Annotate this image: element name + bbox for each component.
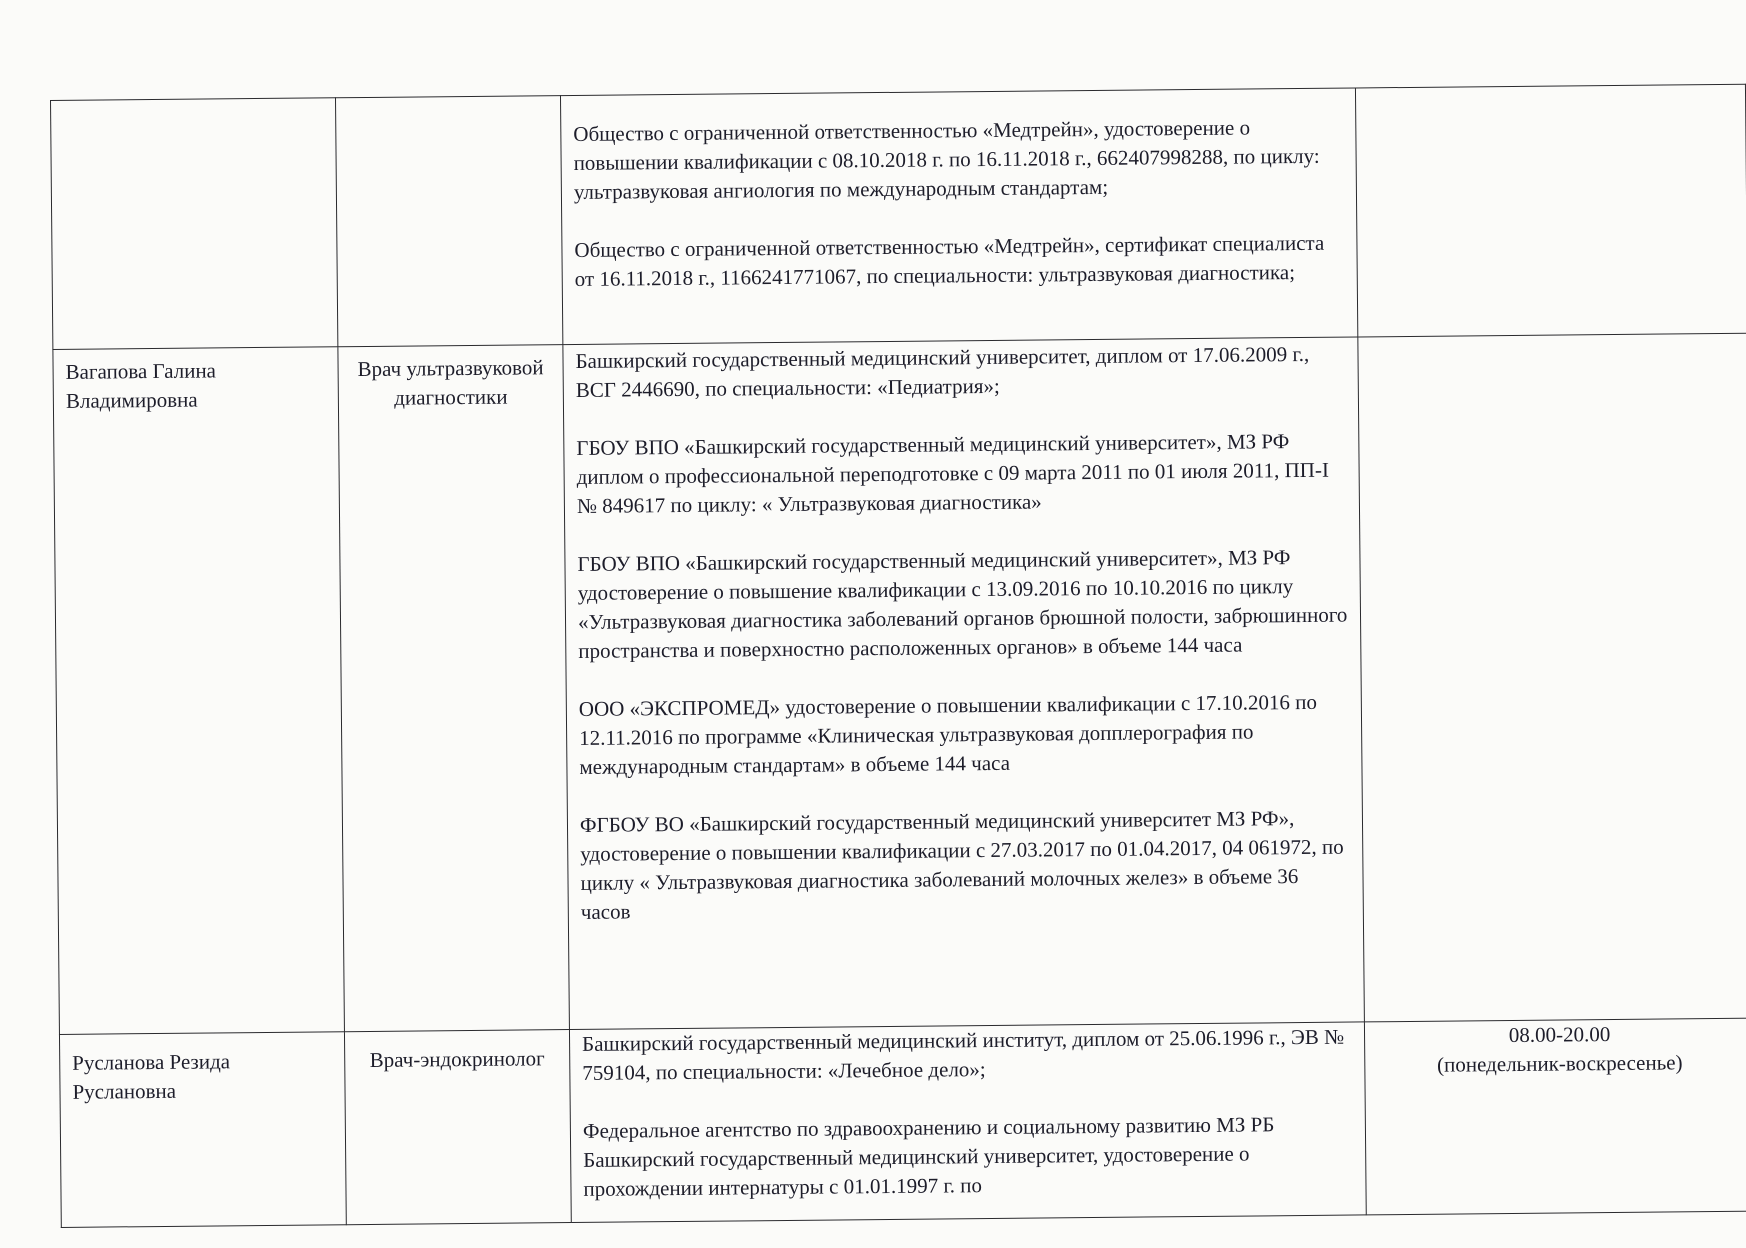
working-hours-time	[1368, 93, 1733, 97]
position-cell	[338, 345, 570, 1032]
employee-position: Врач-эндокринолог	[369, 1046, 545, 1072]
working-hours-cell	[1364, 1018, 1746, 1215]
education-cell	[569, 1022, 1366, 1223]
education-entry: Башкирский государственный медицинский институт, диплом от 25.06.1996 г., ЭВ № 759104, по специальности: «Лечебное дело»;	[581, 1024, 1345, 1085]
working-hours-time: 08.00-20.00	[1508, 1022, 1611, 1048]
working-hours-cell	[1355, 84, 1746, 337]
position-cell	[344, 1030, 571, 1225]
employee-name-cell	[59, 1032, 346, 1228]
working-hours-time	[1370, 342, 1735, 346]
education-entry: Общество с ограниченной ответственностью «Медтрейн», удостоверение о повышении квалификации с 08.10.2018 г. по 16.11.2018 г., 662407998288, по циклу: ультразвуковая ангиология по международным стандартам;	[573, 115, 1320, 204]
table-row	[59, 1018, 1746, 1227]
working-hours-days	[1370, 342, 1735, 346]
education-entry: Общество с ограниченной ответственностью «Медтрейн», сертификат специалиста от 16.11.2018 г., 1166241771067, по специальности: ультразвуковая диагностика;	[574, 230, 1325, 291]
employee-name: Русланова Резида Руслановна	[72, 1049, 231, 1104]
table-row	[53, 333, 1746, 1034]
position-cell	[335, 96, 562, 347]
education-entry: Башкирский государственный медицинский университет, диплом от 17.06.2009 г., ВСГ 2446690, по специальности: «Педиатрия»;	[575, 341, 1310, 402]
employee-name-cell	[51, 98, 338, 350]
education-entry: ГБОУ ВПО «Башкирский государственный медицинский университет», МЗ РФ удостоверение о повышение квалификации с 13.09.2016 по 10.10.2016 по циклу «Ультразвуковая диагностика заболеваний органов брюшной полости, забрюшинного пространства и поверхностно расположенных органов» в объеме 144 часа	[577, 545, 1348, 663]
employee-name: Вагапова Галина Владимировна	[65, 358, 217, 413]
education-entry: ООО «ЭКСПРОМЕД» удостоверение о повышении квалификации с 17.10.2016 по 12.11.2016 по программе «Клиническая ультразвуковая допплерография по международным стандартам» в объеме 144 часа	[578, 689, 1318, 779]
employee-position: Врач ультразвуковой диагностики	[357, 355, 544, 410]
education-cell	[563, 337, 1365, 1030]
education-cell	[560, 88, 1357, 345]
working-hours-days: (понедельник-воскресенье)	[1436, 1050, 1683, 1077]
working-hours-cell	[1358, 333, 1746, 1022]
staff-table	[50, 84, 1746, 1228]
working-hours-days	[1368, 93, 1733, 97]
table-row	[51, 84, 1746, 349]
education-entry: ФГБОУ ВО «Башкирский государственный медицинский университет МЗ РФ», удостоверение о повышении квалификации с 27.03.2017 по 01.04.2017, 04 061972, по циклу « Ультразвуковая диагностика заболеваний молочных желез» в объеме 36 часов	[579, 806, 1344, 924]
education-entry: ГБОУ ВПО «Башкирский государственный медицинский университет», МЗ РФ диплом о профессиональной переподготовке с 09 марта 2011 по 01 июля 2011, ПП-I № 849617 по циклу: « Ультразвуковая диагностика»	[576, 429, 1329, 518]
employee-name-cell	[53, 347, 345, 1035]
education-entry: Федеральное агентство по здравоохранению и социальному развитию МЗ РБ Башкирский государственный медицинский университет, удостоверение о прохождении интернатуры с 01.01.1997 г. по	[582, 1112, 1275, 1201]
